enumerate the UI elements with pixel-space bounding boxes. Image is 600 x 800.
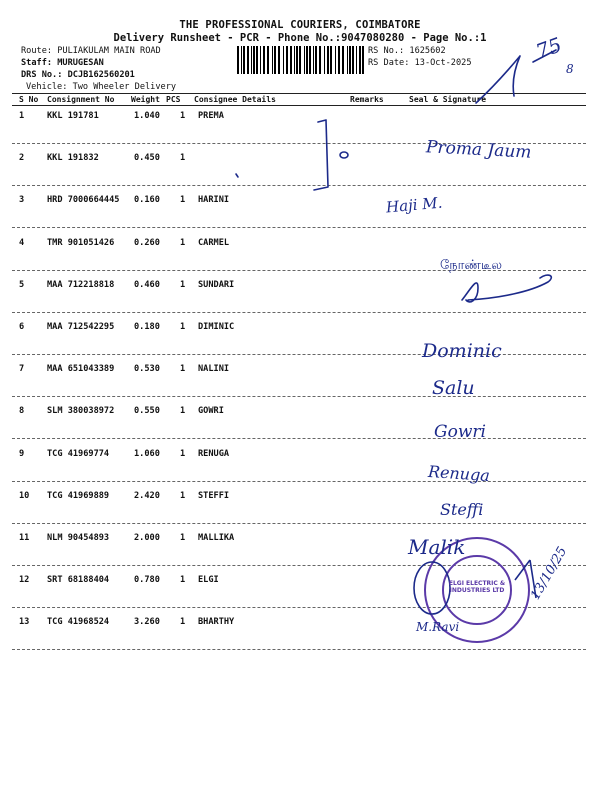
signature-prema: Proma Jaum [425,137,532,163]
cell-consignment: TCG 41969889 [47,490,110,501]
cell-weight: 0.450 [134,153,160,164]
staff-label: Staff: [21,58,53,68]
circle-stroke [340,152,348,158]
handwritten-note: 75 [532,32,565,64]
signature-nalini: Salu [432,377,475,399]
cell-consignment: NLM 90454893 [47,533,110,543]
signature-tamil: நோண்டீல [440,258,503,273]
staff-value: MURUGESAN [57,58,104,68]
cell-weight: 2.420 [134,490,160,501]
cell-weight: 1.040 [134,111,160,121]
bracket-stroke [314,120,328,190]
col-consignee: Consignee Details [194,95,276,104]
cell-pcs: 1 [180,533,186,543]
cell-consignment: TCG 41969774 [47,448,110,459]
cell-weight: 0.780 [134,575,160,586]
cell-consignee: PREMA [198,111,224,121]
col-seal-signature: Seal & Signature [409,95,487,104]
cell-weight: 0.160 [134,195,160,206]
signature-dominic: Dominic [422,340,502,362]
cell-pcs: 1 [180,448,186,459]
col-pcs: PCS [166,95,181,104]
drs-label: DRS No.: [21,70,63,80]
signature-elgi: M.Ravi [416,620,460,634]
cell-weight: 2.000 [134,533,160,543]
cell-weight: 0.530 [134,364,160,375]
stamp-date: 13/10/25 [528,544,571,603]
cell-consignee: ELGI [198,575,219,586]
signature-steffi: Steffi [440,500,484,519]
col-weight: Weight [131,95,160,104]
cell-sno: 13 [19,617,30,628]
signature-gowri: Gowri [434,422,486,442]
cell-sno: 1 [19,111,25,121]
rs-date-label: RS Date: [368,58,410,68]
cell-sno: 6 [19,322,25,332]
stamp-text: ELGI ELECTRIC & INDUSTRIES LTD [448,580,506,594]
checkmark-stroke [476,56,520,103]
cell-sno: 9 [19,448,25,459]
cell-weight: 0.550 [134,406,160,417]
cell-pcs: 1 [180,364,186,375]
cell-sno: 7 [19,364,25,375]
signature-harini: Haji M. [385,193,444,217]
cell-sno: 5 [19,279,25,290]
dot-stroke [236,174,238,177]
cell-consignee: MALLIKA [198,533,235,543]
cell-consignee: SUNDARI [198,279,235,290]
cell-consignee: BHARTHY [198,617,235,628]
cell-pcs: 1 [180,279,186,290]
cell-consignee: STEFFI [198,490,230,501]
cell-consignment: MAA 651043389 [47,364,115,375]
cell-pcs: 1 [180,322,186,332]
vehicle-line: Vehicle: Two Wheeler Delivery [26,82,177,92]
cell-weight: 1.060 [134,448,160,459]
cell-weight: 0.180 [134,322,160,332]
cell-consignment: TMR 901051426 [47,237,115,248]
cell-sno: 3 [19,195,25,206]
cell-sno: 4 [19,237,25,248]
cell-sno: 10 [19,490,30,501]
route-value: PULIAKULAM MAIN ROAD [57,46,161,56]
cell-sno: 2 [19,153,25,164]
cell-consignee: DIMINIC [198,322,235,332]
cell-sno: 11 [19,533,30,543]
col-remarks: Remarks [350,95,384,104]
cell-consignment: HRD 7000664445 [47,195,120,206]
cell-pcs: 1 [180,153,186,164]
runsheet-title: Delivery Runsheet - PCR - Phone No.:9047080280 - Page No.:1 [113,32,487,44]
cell-consignment: MAA 712218818 [47,279,115,290]
company-title: THE PROFESSIONAL COURIERS, COIMBATORE [179,19,421,31]
cell-pcs: 1 [180,490,186,501]
cell-pcs: 1 [180,406,186,417]
handwritten-note-2: 8 [566,62,574,76]
cell-pcs: 1 [180,195,186,206]
rs-no-value: 1625602 [409,46,446,56]
signature-renuga: Renuga [427,461,491,486]
rs-no-label: RS No.: [368,46,405,56]
cell-pcs: 1 [180,111,186,121]
cell-consignee: HARINI [198,195,230,206]
cell-consignment: KKL 191781 [47,111,99,121]
cell-consignment: KKL 191832 [47,153,99,164]
rs-date-value: 13-Oct-2025 [414,58,472,68]
cell-sno: 12 [19,575,30,586]
cell-consignment: SRT 68188404 [47,575,110,586]
col-consignment: Consignment No [47,95,115,104]
cell-pcs: 1 [180,575,186,586]
cell-pcs: 1 [180,237,186,248]
signature-flourish [462,275,551,302]
cell-consignment: MAA 712542295 [47,322,115,332]
signature-mallika: Malik [408,535,466,559]
cell-sno: 8 [19,406,25,417]
col-sno: S No [19,95,39,104]
cell-consignee: CARMEL [198,237,230,248]
cell-consignment: SLM 380038972 [47,406,115,417]
route-label: Route: [21,46,53,56]
cell-weight: 0.260 [134,237,160,248]
cell-consignee: NALINI [198,364,230,375]
cell-consignment: TCG 41968524 [47,617,110,628]
cell-weight: 0.460 [134,279,160,290]
cell-pcs: 1 [180,617,186,628]
drs-value: DCJB162560201 [67,70,135,80]
cell-consignee: RENUGA [198,448,230,459]
cell-consignee: GOWRI [198,406,224,417]
cell-weight: 3.260 [134,617,160,628]
